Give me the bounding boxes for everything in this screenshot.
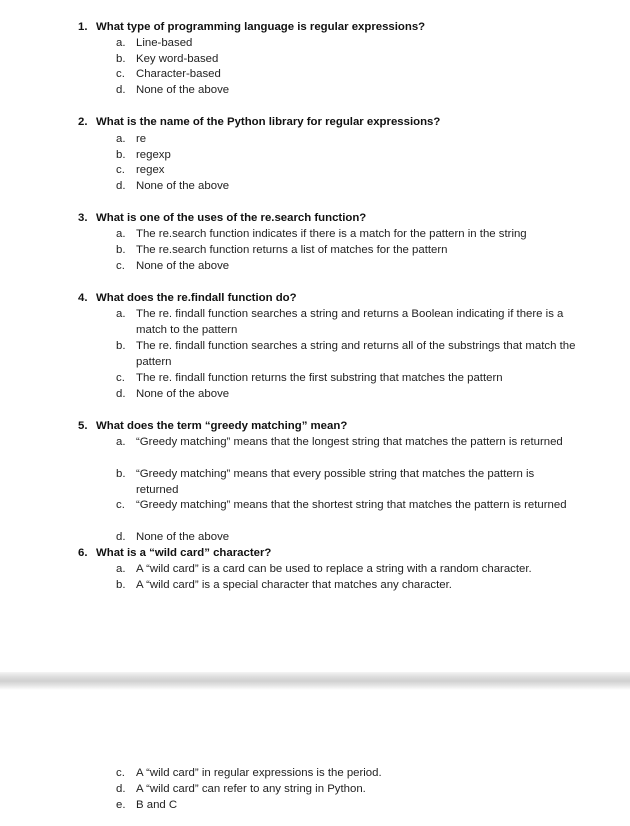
question-4-option-d: d. None of the above — [116, 388, 230, 400]
question-1-option-d: d. None of the above — [116, 84, 230, 96]
question-3 — [78, 210, 366, 226]
question-5-option-a: a. “Greedy matching” means that the longest string that matches the pattern is returned — [116, 436, 563, 448]
question-6-text: What is a “wild card” character? — [96, 547, 272, 559]
question-3-option-a: a. The re.search function indicates if there is a match for the pattern in the string — [116, 228, 527, 240]
question-2-option-a: a. re — [116, 133, 147, 145]
question-4-option-a: a. The re. findall function searches a string and returns a Boolean indicating if there is a match to the pattern — [116, 308, 564, 336]
question-6 — [78, 545, 271, 561]
page-separator — [0, 672, 630, 690]
question-4-text: What does the re.findall function do? — [96, 292, 297, 304]
question-4-option-c: c. The re. findall function returns the first substring that matches the pattern — [116, 372, 503, 384]
question-3-option-c: c. None of the above — [116, 260, 230, 272]
question-1-number: 1. — [78, 21, 88, 33]
question-6-option-e: e. B and C — [116, 799, 178, 811]
question-5-option-d: d. None of the above — [116, 531, 230, 543]
question-6-option-d: d. A “wild card” can refer to any string in Python. — [116, 783, 366, 795]
document-page-2 — [0, 690, 630, 826]
question-1-option-c: c. Character-based — [116, 68, 221, 80]
question-5-option-b: b. “Greedy matching” means that every possible string that matches the pattern is returned — [116, 468, 535, 496]
question-1-text: What type of programming language is regular expressions? — [96, 21, 426, 33]
question-3-text: What is one of the uses of the re.search function? — [96, 212, 367, 224]
question-6-number: 6. — [78, 547, 88, 559]
question-4-number: 4. — [78, 292, 88, 304]
question-4-option-b: b. The re. findall function searches a string and returns all of the substrings that match the pattern — [116, 340, 576, 368]
question-3-option-b: b. The re.search function returns a list of matches for the pattern — [116, 244, 448, 256]
question-1-option-b: b. Key word-based — [116, 53, 219, 65]
question-2-number: 2. — [78, 116, 88, 128]
question-2-text: What is the name of the Python library for regular expressions? — [96, 116, 441, 128]
question-1 — [78, 19, 425, 35]
question-2-option-c: c. regex — [116, 164, 165, 176]
question-5-text: What does the term “greedy matching” mean? — [96, 420, 348, 432]
question-5 — [78, 418, 347, 434]
question-5-number: 5. — [78, 420, 88, 432]
question-2 — [78, 114, 440, 130]
question-6-option-b: b. A “wild card” is a special character that matches any character. — [116, 579, 452, 591]
question-2-option-b: b. regexp — [116, 149, 171, 161]
question-6-option-a: a. A “wild card” is a card can be used to replace a string with a random character. — [116, 563, 532, 575]
question-4 — [78, 290, 297, 306]
question-6-option-c: c. A “wild card” in regular expressions is the period. — [116, 767, 382, 779]
question-2-option-d: d. None of the above — [116, 180, 230, 192]
question-5-option-c: c. “Greedy matching” means that the shortest string that matches the pattern is returned — [116, 499, 567, 511]
question-1-option-a: a. Line-based — [116, 37, 193, 49]
question-3-number: 3. — [78, 212, 88, 224]
